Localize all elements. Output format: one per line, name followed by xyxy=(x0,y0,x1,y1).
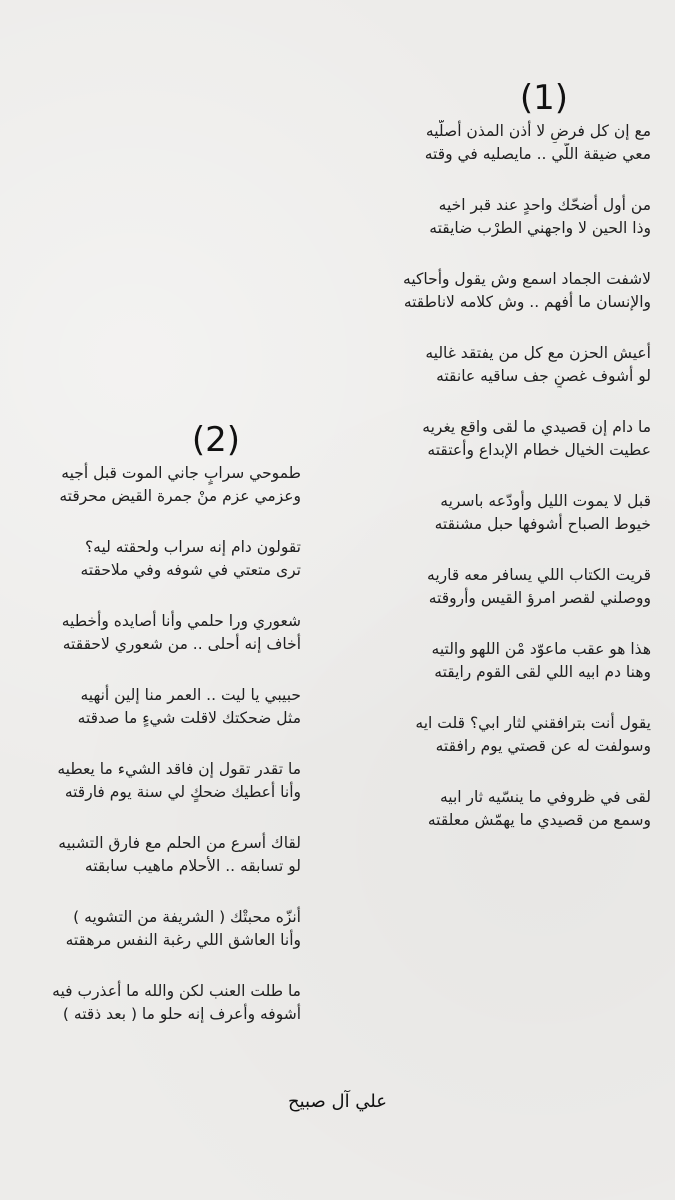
poem-line: ما طلت العنب لكن والله ما أعذرب فيه xyxy=(52,982,301,1000)
poem-line: لقى في ظروفي ما ينسّيه ثار ابيه xyxy=(439,788,651,806)
poem-line: وذا الحين لا واجهني الطرْب ضايقته xyxy=(429,219,651,237)
poem-one-number: (1) xyxy=(519,78,569,118)
poem-line: شعوري ورا حلمي وأنا أصايده وأخطيه xyxy=(61,612,301,630)
poem-line: خيوط الصباح أشوفها حبل مشنقته xyxy=(434,515,651,533)
poem-line: عطيت الخيال خطام الإبداع وأعتقته xyxy=(427,441,651,459)
poem-line: أنزّه محبتْك ( الشريفة من التشويه ) xyxy=(73,908,301,926)
poem-line: طموحي سرابٍ جاني الموت قبل أجيه xyxy=(61,464,301,482)
poem-two-number: (2) xyxy=(191,420,241,460)
poem-line: والإنسان ما أفهم .. وش كلامه لاناطقته xyxy=(403,293,651,311)
poem-line: وهنا دم ابيه اللي لقى القوم رايقته xyxy=(434,663,651,681)
poem-line: ووصلني لقصر امرؤ القيس وأروقته xyxy=(428,589,651,607)
stanza xyxy=(11,462,301,508)
poem-line: لو تسابقه .. الأحلام ماهيب سابقته xyxy=(84,857,301,875)
stanza xyxy=(351,416,651,462)
poem-line: أعيش الحزن مع كل من يفتقد غاليه xyxy=(425,344,651,362)
stanza xyxy=(351,712,651,758)
poem-line: هذا هو عقب ماعوّد مْن اللهو والتيه xyxy=(431,640,651,658)
poem-line: معي ضيقة اللّي .. مايصليه في وقته xyxy=(424,145,651,163)
poem-line: ما تقدر تقول إن فاقد الشيء ما يعطيه xyxy=(57,760,301,778)
poem-line: قريت الكتاب اللي يسافر معه قاريه xyxy=(427,566,651,584)
poem-line: وسمع من قصيدي ما يهمّش معلقته xyxy=(427,811,651,829)
poem-line: من أول أضحّك واحدٍ عند قبر اخيه xyxy=(438,196,651,214)
poem-one xyxy=(351,80,651,860)
poem-line: تقولون دام إنه سراب ولحقته ليه؟ xyxy=(84,538,301,556)
poem-line: حبيبي يا ليت .. العمر منا إلين أنهيه xyxy=(80,686,301,704)
stanza xyxy=(351,268,651,314)
stanza xyxy=(351,786,651,832)
stanza xyxy=(11,832,301,878)
stanza xyxy=(11,906,301,952)
stanza xyxy=(351,490,651,536)
stanza xyxy=(351,638,651,684)
poem-line: لقاك أسرع من الحلم مع فارق التشبيه xyxy=(58,834,301,852)
poem-line: ترى متعتي في شوفه وفي ملاحقته xyxy=(80,561,301,579)
poem-line: وأنا أعطيك ضحكٍ لي سنة يوم فارقته xyxy=(64,783,301,801)
poem-line: لاشفت الجماد اسمع وش يقول وأحاكيه xyxy=(403,270,651,288)
poem-line: لو أشوف غصنٍ جف ساقيه عانقته xyxy=(436,367,651,385)
stanza xyxy=(351,564,651,610)
stanza xyxy=(11,610,301,656)
stanza xyxy=(11,980,301,1026)
poem-line: مع إن كل فرضٍ لا أذن المذن أصلّيه xyxy=(425,122,651,140)
stanza xyxy=(11,684,301,730)
poem-line: وعزمي عزم منْ جمرة القيض محرقته xyxy=(59,487,301,505)
author-signature: علي آل صبيح xyxy=(288,1091,387,1112)
poem-line: أخاف إنه أحلى .. من شعوري لاحققته xyxy=(62,635,301,653)
stanza xyxy=(11,758,301,804)
stanza xyxy=(351,120,651,166)
poem-line: ما دام إن قصيدي ما لقى واقع يغريه xyxy=(422,418,651,436)
stanza xyxy=(11,536,301,582)
stanza xyxy=(351,342,651,388)
poem-line: قبل لا يموت الليل وأودّعه باسريه xyxy=(440,492,651,510)
poem-two xyxy=(11,422,301,1054)
poem-line: مثل ضحكتك لاقلت شيءٍ ما صدقته xyxy=(77,709,301,727)
stanza xyxy=(351,194,651,240)
poem-line: أشوفه وأعرف إنه حلو ما ( بعد ذقته ) xyxy=(62,1005,301,1023)
poem-line: وأنا العاشق اللي رغبة النفس مرهقته xyxy=(65,931,301,949)
poem-line: يقول أنت بترافقني لثار ابي؟ قلت ايه xyxy=(415,714,651,732)
poem-line: وسولفت له عن قصتي يوم رافقته xyxy=(435,737,651,755)
